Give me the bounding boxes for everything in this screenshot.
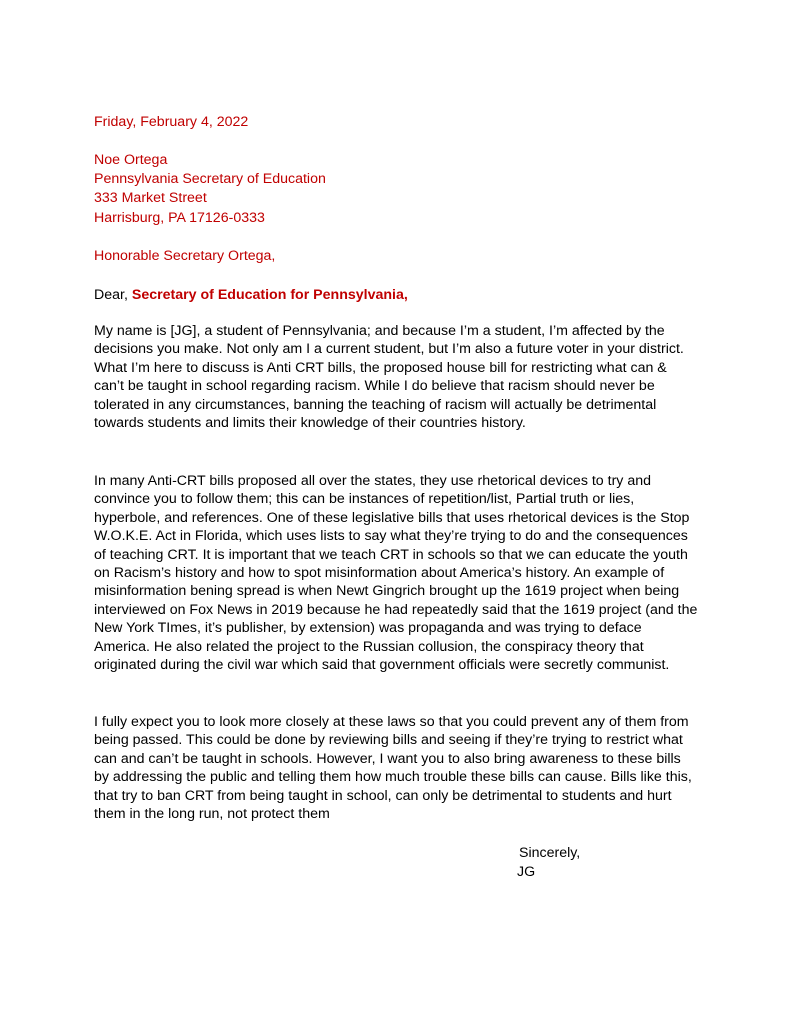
paragraph-line: convince you to follow them; this can be instances of repetition/list, Partial truth or lies, — [94, 491, 635, 508]
paragraph-line: My name is [JG], a student of Pennsylvania; and because I’m a student, I’m affected by the — [94, 323, 665, 339]
paragraph-line: on Racism’s history and how to spot misinformation about America’s history. An example of — [94, 565, 665, 582]
paragraph-line: being passed. This could be done by reviewing bills and seeing if they’re trying to restrict what — [94, 732, 683, 749]
paragraph-line: misinformation bening spread is when Newt Gingrich brought up the 1619 project when being — [94, 583, 680, 600]
paragraph-line: interviewed on Fox News in 2019 because he had repeatedly said that the 1619 project (and the — [94, 601, 698, 618]
paragraph-line: of teaching CRT. It is important that we teach CRT in schools so that we can educate the youth — [94, 546, 688, 563]
body-paragraph-2 — [94, 472, 704, 674]
paragraph-line: them in the long run, not protect them — [94, 806, 330, 823]
paragraph-line: What I’m here to discuss is Anti CRT bills, the proposed house bill for restricting what can & — [94, 359, 667, 376]
paragraph-line: tolerated in any circumstances, banning the teaching of racism will actually be detrimental — [94, 396, 657, 413]
paragraph-line: I fully expect you to look more closely at these laws so that you could prevent any of them from — [94, 714, 689, 730]
honorific: Honorable Secretary Ortega, — [94, 248, 276, 264]
recipient-street: 333 Market Street — [94, 190, 207, 206]
paragraph-line: In many Anti-CRT bills proposed all over the states, they use rhetorical devices to try and — [94, 473, 652, 489]
paragraph-line: by addressing the public and telling them how much trouble these bills can cause. Bills like this, — [94, 769, 692, 786]
salutation-addressee: Secretary of Education for Pennsylvania, — [131, 287, 408, 303]
paragraph-line: decisions you make. Not only am I a current student, but I’m also a future voter in your district. — [94, 341, 684, 358]
salutation — [94, 286, 408, 305]
paragraph-line: that try to ban CRT from being taught in school, can only be detrimental to students and hurt — [94, 787, 672, 804]
letter-date: Friday, February 4, 2022 — [94, 114, 249, 130]
paragraph-line: towards students and limits their knowledge of their countries history. — [94, 415, 526, 432]
recipient-name: Noe Ortega — [94, 152, 168, 168]
paragraph-line: hyperbole, and references. One of these legislative bills that uses rhetorical devices is the Stop — [94, 509, 690, 526]
body-paragraph-3 — [94, 713, 704, 823]
paragraph-line: originated during the civil war which said that government officials were secretly communist. — [94, 657, 670, 674]
recipient-title: Pennsylvania Secretary of Education — [94, 171, 326, 187]
salutation-prefix: Dear, — [94, 287, 132, 303]
paragraph-line: W.O.K.E. Act in Florida, which uses lists to say what they’re trying to do and the consequences — [94, 528, 688, 545]
body-paragraph-1 — [94, 322, 704, 432]
paragraph-line: can’t be taught in school regarding racism. While I do believe that racism should never be — [94, 378, 655, 395]
paragraph-line: New York TImes, it’s publisher, by extension) was propaganda and was trying to deface — [94, 620, 642, 637]
signature: JG — [517, 864, 536, 880]
valediction: Sincerely, — [519, 845, 581, 861]
recipient-city: Harrisburg, PA 17126-0333 — [94, 210, 265, 226]
paragraph-line: America. He also related the project to the Russian collusion, the conspiracy theory that — [94, 638, 644, 655]
paragraph-line: can and can’t be taught in schools. However, I want you to also bring awareness to these bills — [94, 750, 681, 767]
